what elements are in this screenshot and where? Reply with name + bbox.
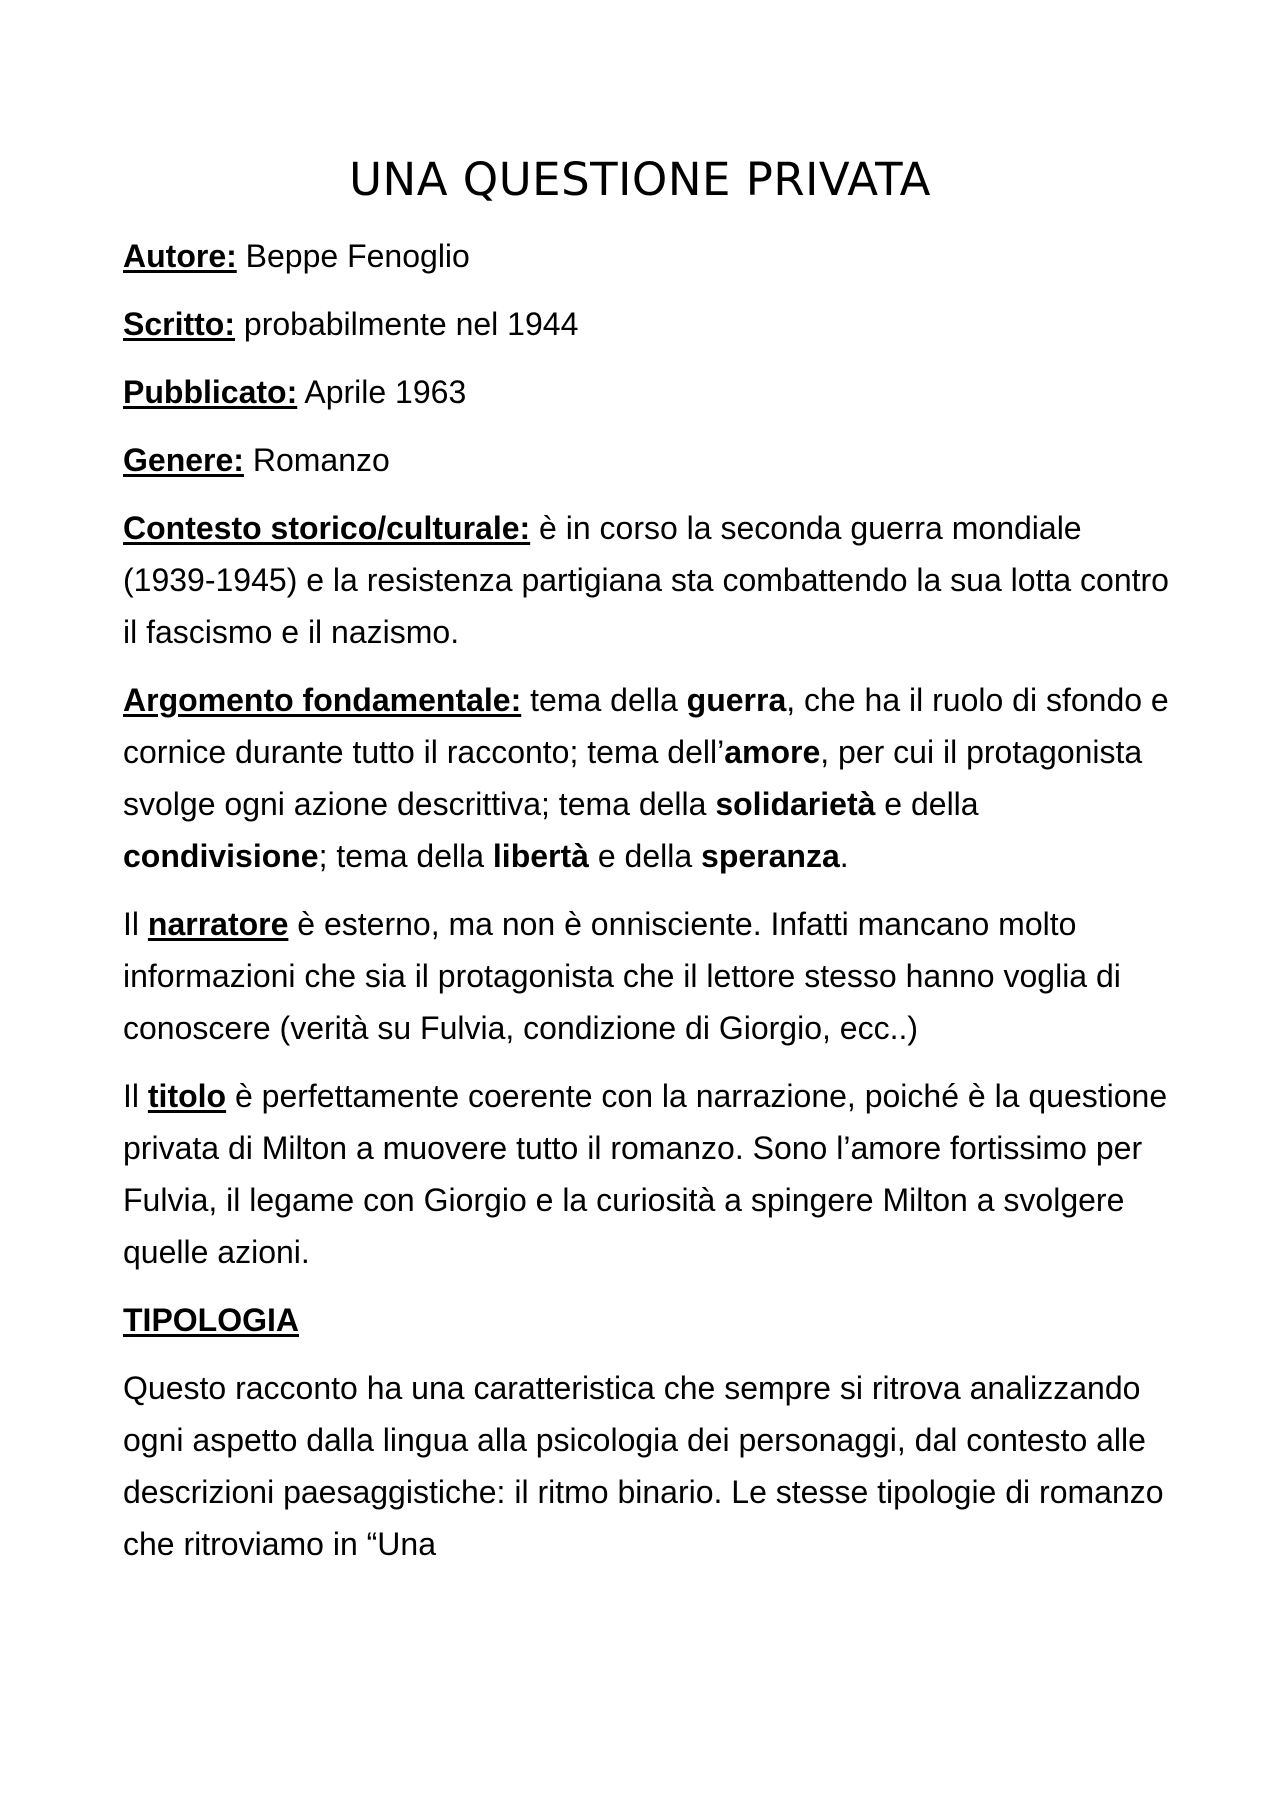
contesto-label: Contesto storico/culturale: — [123, 510, 531, 546]
field-scritto — [123, 298, 1173, 350]
field-argomento — [123, 674, 1173, 882]
paragraph-narratore — [123, 898, 1173, 1054]
narratore-text: è esterno, ma non è onnisciente. Infatti mancano molto informazioni che sia il protagonista che il lettore stesso hanno voglia di conoscere (verità su Fulvia, condizione di Giorgio, ecc..) — [123, 906, 1121, 1046]
argomento-text: tema della — [521, 682, 687, 718]
field-genere — [123, 434, 1173, 486]
argomento-text: . — [839, 838, 849, 874]
genere-label: Genere: — [123, 442, 244, 478]
keyword-amore: amore — [724, 734, 821, 770]
section-heading-tipologia — [123, 1294, 1173, 1346]
titolo-pre: Il — [123, 1078, 148, 1114]
field-pubblicato — [123, 366, 1173, 418]
keyword-condivisione: condivisione — [123, 838, 319, 874]
titolo-text: è perfettamente coerente con la narrazione, poiché è la questione privata di Milton a muovere tutto il romanzo. Sono l’amore fortissimo per Fulvia, il legame con Giorgio e la curiosità a spingere Milton a svolgere quelle azioni. — [123, 1078, 1168, 1270]
keyword-solidarieta: solidarietà — [715, 786, 876, 822]
keyword-liberta: libertà — [492, 838, 589, 874]
argomento-text: ; tema della — [318, 838, 493, 874]
autore-label: Autore: — [123, 238, 237, 274]
pubblicato-label: Pubblicato: — [123, 374, 298, 410]
scritto-value: probabilmente nel 1944 — [235, 306, 579, 342]
scritto-label: Scritto: — [123, 306, 235, 342]
tipologia-heading: TIPOLOGIA — [123, 1302, 299, 1338]
narratore-pre: Il — [123, 906, 148, 942]
document-title: UNA QUESTIONE PRIVATA — [349, 153, 931, 206]
pubblicato-value: Aprile 1963 — [297, 374, 467, 410]
keyword-guerra: guerra — [686, 682, 787, 718]
keyword-titolo: titolo — [147, 1078, 227, 1114]
autore-value: Beppe Fenoglio — [236, 238, 470, 274]
paragraph-tipologia — [123, 1362, 1173, 1570]
tipologia-text: Questo racconto ha una caratteristica che sempre si ritrova analizzando ogni aspetto dalla lingua alla psicologia dei personaggi, dal contesto alle descrizioni paesaggistiche: il ritmo binario. Le stesse tipologie di romanzo che ritroviamo in “Una — [123, 1370, 1164, 1562]
contesto-value: è in corso la seconda guerra mondiale (1939-1945) e la resistenza partigiana sta combattendo la sua lotta contro il fascismo e il nazismo. — [123, 510, 1169, 650]
document-body — [123, 230, 1173, 1586]
keyword-speranza: speranza — [701, 838, 840, 874]
genere-value: Romanzo — [243, 442, 390, 478]
argomento-text: , per cui il protagonista svolge ogni azione descrittiva; tema della — [123, 734, 1143, 822]
field-contesto — [123, 502, 1173, 658]
keyword-narratore: narratore — [147, 906, 289, 942]
argomento-text: , che ha il ruolo di sfondo e cornice durante tutto il racconto; tema dell’ — [123, 682, 1169, 770]
paragraph-titolo — [123, 1070, 1173, 1278]
argomento-label: Argomento fondamentale: — [123, 682, 522, 718]
field-autore — [123, 230, 1173, 282]
argomento-text: e della — [588, 838, 702, 874]
argomento-text: e della — [875, 786, 979, 822]
